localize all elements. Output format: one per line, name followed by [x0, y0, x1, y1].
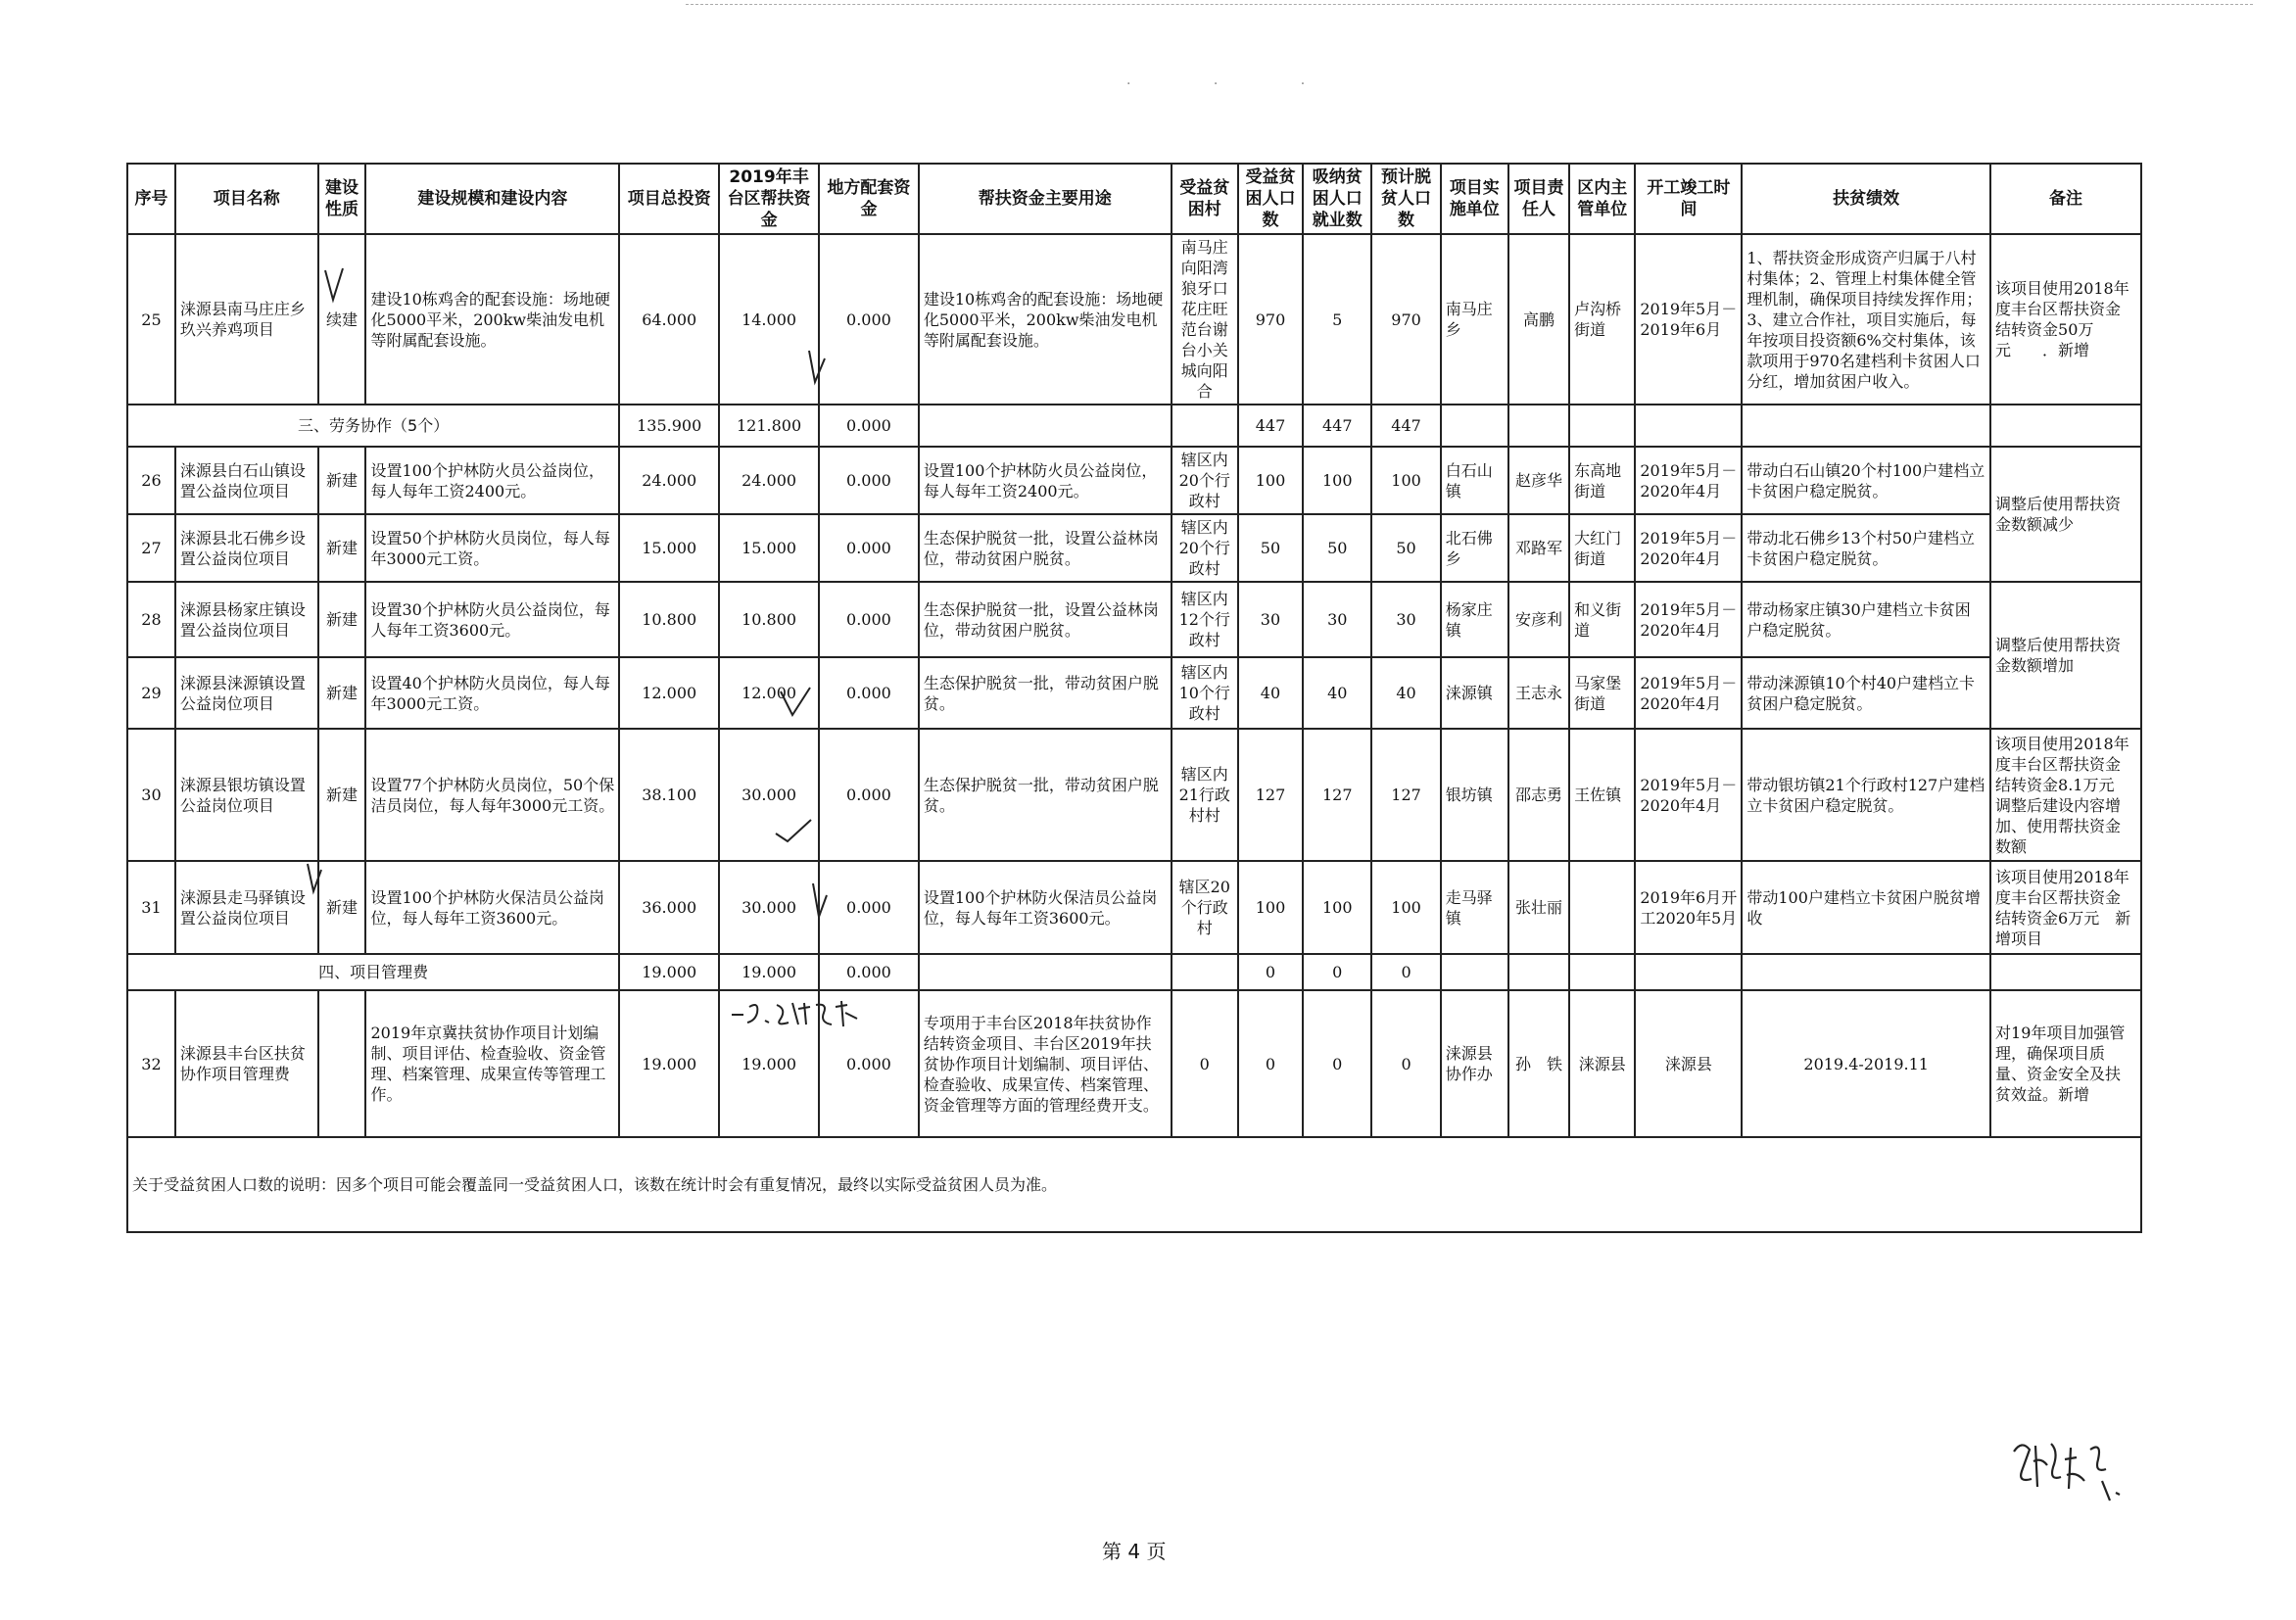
- cell-fund: 24.000: [719, 447, 819, 514]
- cell-seq: 26: [127, 447, 175, 514]
- table-row: [127, 582, 2141, 657]
- cell-district: 东高地街道: [1569, 447, 1635, 514]
- cell-remark: 该项目使用2018年度丰台区帮扶资金结转资金50万元 ．新增: [1990, 234, 2141, 405]
- section-row: [127, 954, 2141, 990]
- cell-unit: 走马驿镇: [1441, 861, 1508, 954]
- cell-nature: 新建: [318, 582, 366, 657]
- cell-usage: 生态保护脱贫一批，设置公益林岗位，带动贫困户脱贫。: [919, 582, 1172, 657]
- cell-unit: 杨家庄镇: [1441, 582, 1508, 657]
- note-row: [127, 1137, 2141, 1232]
- cell-local: 0.000: [819, 657, 919, 729]
- cell-person: 王志永: [1508, 657, 1569, 729]
- cell-fund: 14.000: [719, 234, 819, 405]
- section-label: 四、项目管理费: [127, 954, 619, 990]
- cell-usage: 设置100个护林防火保洁员公益岗位，每人每年工资3600元。: [919, 861, 1172, 954]
- cell-total: 19.000: [619, 990, 719, 1137]
- cell-total: 38.100: [619, 729, 719, 861]
- cell-benefit: 50: [1238, 514, 1303, 582]
- cell-village: 辖区内10个行政村: [1172, 657, 1238, 729]
- cell-person: 邵志勇: [1508, 729, 1569, 861]
- cell-content: 设置30个护林防火员公益岗位，每人每年工资3600元。: [365, 582, 619, 657]
- header-total: 项目总投资: [619, 164, 719, 234]
- cell-nature: [318, 990, 366, 1137]
- header-local: 地方配套资金: [819, 164, 919, 234]
- cell-effect: 1、帮扶资金形成资产归属于八村村集体；2、管理上村集体健全管理机制，确保项目持续发挥作用；3、建立合作社，项目实施后，每年按项目投资额6%交村集体，该款项用于970名建档利卡贫困人口分红，增加贫困户收入。: [1742, 234, 1990, 405]
- cell-local: 0.000: [819, 234, 919, 405]
- cell-employ: 50: [1303, 514, 1371, 582]
- cell-remark: 该项目使用2018年度丰台区帮扶资金结转资金6万元 新增项目: [1990, 861, 2141, 954]
- cell-total: 24.000: [619, 447, 719, 514]
- cell-nature: 新建: [318, 729, 366, 861]
- cell-time: 涞源县: [1635, 990, 1742, 1137]
- cell-time: 2019年5月－2020年4月: [1635, 657, 1742, 729]
- cell-time: 2019年5月－2020年4月: [1635, 447, 1742, 514]
- cell-fund: 12.000: [719, 657, 819, 729]
- header-time: 开工竣工时间: [1635, 164, 1742, 234]
- header-district: 区内主管单位: [1569, 164, 1635, 234]
- cell-time: 2019年5月－2020年4月: [1635, 582, 1742, 657]
- cell-outpov: 970: [1371, 234, 1440, 405]
- cell-fund: 19.000: [719, 954, 819, 990]
- cell-total: 36.000: [619, 861, 719, 954]
- cell-benefit: 0: [1238, 990, 1303, 1137]
- cell-effect: 带动涞源镇10个村40户建档立卡贫困户稳定脱贫。: [1742, 657, 1990, 729]
- cell-usage: 专项用于丰台区2018年扶贫协作结转资金项目、丰台区2019年扶贫协作项目计划编制、项目评估、检查验收、成果宣传、档案管理、资金管理等方面的管理经费开支。: [919, 990, 1172, 1137]
- header-seq: 序号: [127, 164, 175, 234]
- cell-unit: 涞源镇: [1441, 657, 1508, 729]
- cell-outpov: 30: [1371, 582, 1440, 657]
- cell-employ: 30: [1303, 582, 1371, 657]
- cell-effect: [1742, 405, 1990, 447]
- header-benefit: 受益贫困人口数: [1238, 164, 1303, 234]
- check-mark-icon: [774, 818, 813, 843]
- header-name: 项目名称: [175, 164, 318, 234]
- cell-total: 64.000: [619, 234, 719, 405]
- cell-village: 南马庄向阳湾狼牙口花庄旺范台谢台小关城向阳合: [1172, 234, 1238, 405]
- cell-local: 0.000: [819, 405, 919, 447]
- cell-usage: [919, 405, 1172, 447]
- cell-name: 涞源县北石佛乡设置公益岗位项目: [175, 514, 318, 582]
- cell-district: 王佐镇: [1569, 729, 1635, 861]
- cell-usage: 设置100个护林防火员公益岗位，每人每年工资2400元。: [919, 447, 1172, 514]
- cell-effect: 带动北石佛乡13个村50户建档立卡贫困户稳定脱贫。: [1742, 514, 1990, 582]
- table-row: [127, 657, 2141, 729]
- cell-effect: 带动银坊镇21个行政村127户建档立卡贫困户稳定脱贫。: [1742, 729, 1990, 861]
- cell-remark: [1990, 954, 2141, 990]
- cell-nature: 续建: [318, 234, 366, 405]
- cell-fund: 121.800: [719, 405, 819, 447]
- page-number: 第 4 页: [1102, 1540, 1167, 1563]
- cell-remark: 该项目使用2018年度丰台区帮扶资金结转资金8.1万元 调整后建设内容增加、使用帮扶资金数额: [1990, 729, 2141, 861]
- cell-benefit: 100: [1238, 861, 1303, 954]
- cell-village: 辖区内20个行政村: [1172, 514, 1238, 582]
- table-row: [127, 990, 2141, 1137]
- cell-district: [1569, 405, 1635, 447]
- cell-effect: 2019.4-2019.11: [1742, 990, 1990, 1137]
- cell-village: 辖区内20个行政村: [1172, 447, 1238, 514]
- cell-seq: 27: [127, 514, 175, 582]
- cell-unit: 涞源县协作办: [1441, 990, 1508, 1137]
- cell-time: 2019年5月－2020年4月: [1635, 729, 1742, 861]
- cell-time: 2019年5月－2020年4月: [1635, 514, 1742, 582]
- cell-effect: 带动白石山镇20个村100户建档立卡贫困户稳定脱贫。: [1742, 447, 1990, 514]
- cell-name: 涞源县杨家庄镇设置公益岗位项目: [175, 582, 318, 657]
- cell-outpov: 40: [1371, 657, 1440, 729]
- cell-unit: 北石佛乡: [1441, 514, 1508, 582]
- cell-time: [1635, 954, 1742, 990]
- cell-usage: 生态保护脱贫一批，带动贫困户脱贫。: [919, 657, 1172, 729]
- header-employ: 吸纳贫困人口就业数: [1303, 164, 1371, 234]
- cell-content: 设置100个护林防火员公益岗位，每人每年工资2400元。: [365, 447, 619, 514]
- cell-name: 涞源县丰台区扶贫协作项目管理费: [175, 990, 318, 1137]
- cell-unit: 银坊镇: [1441, 729, 1508, 861]
- header-village: 受益贫困村: [1172, 164, 1238, 234]
- cell-employ: 100: [1303, 861, 1371, 954]
- cell-employ: 100: [1303, 447, 1371, 514]
- cell-name: 涞源县白石山镇设置公益岗位项目: [175, 447, 318, 514]
- cell-village: 0: [1172, 990, 1238, 1137]
- cell-village: [1172, 405, 1238, 447]
- cell-nature: 新建: [318, 447, 366, 514]
- cell-person: 安彦利: [1508, 582, 1569, 657]
- cell-person: 高鹏: [1508, 234, 1569, 405]
- cell-village: 辖区内12个行政村: [1172, 582, 1238, 657]
- cell-person: 张壮丽: [1508, 861, 1569, 954]
- cell-benefit: 0: [1238, 954, 1303, 990]
- cell-person: 孙 铁: [1508, 990, 1569, 1137]
- cell-outpov: 127: [1371, 729, 1440, 861]
- header-content: 建设规模和建设内容: [365, 164, 619, 234]
- cell-employ: 447: [1303, 405, 1371, 447]
- cell-benefit: 100: [1238, 447, 1303, 514]
- cell-effect: 带动杨家庄镇30户建档立卡贫困户稳定脱贫。: [1742, 582, 1990, 657]
- cell-local: 0.000: [819, 582, 919, 657]
- header-usage: 帮扶资金主要用途: [919, 164, 1172, 234]
- cell-effect: [1742, 954, 1990, 990]
- cell-total: 15.000: [619, 514, 719, 582]
- cell-remark: 调整后使用帮扶资金数额减少: [1990, 447, 2141, 582]
- cell-district: 卢沟桥街道: [1569, 234, 1635, 405]
- header-nature: 建设性质: [318, 164, 366, 234]
- handwritten-note-icon: [730, 999, 862, 1028]
- cell-district: 涞源县: [1569, 990, 1635, 1137]
- cell-total: 19.000: [619, 954, 719, 990]
- cell-content: 设置40个护林防火员岗位，每人每年3000元工资。: [365, 657, 619, 729]
- cell-nature: 新建: [318, 861, 366, 954]
- check-mark-icon: [779, 686, 812, 721]
- table-row: [127, 447, 2141, 514]
- header-fund: 2019年丰台区帮扶资金: [719, 164, 819, 234]
- scan-edge-line: [686, 4, 2253, 5]
- table-row: [127, 729, 2141, 861]
- cell-fund: 19.000: [719, 990, 819, 1137]
- cell-fund: 15.000: [719, 514, 819, 582]
- check-mark-icon: [321, 266, 347, 306]
- project-table: [126, 163, 2142, 1233]
- cell-benefit: 30: [1238, 582, 1303, 657]
- cell-village: [1172, 954, 1238, 990]
- header-unit: 项目实施单位: [1441, 164, 1508, 234]
- cell-unit: [1441, 405, 1508, 447]
- scan-marks: · · ·: [1126, 76, 1345, 92]
- cell-fund: 30.000: [719, 729, 819, 861]
- cell-district: [1569, 954, 1635, 990]
- cell-local: 0.000: [819, 954, 919, 990]
- cell-time: 2019年5月－2019年6月: [1635, 234, 1742, 405]
- table-row: [127, 514, 2141, 582]
- cell-unit: [1441, 954, 1508, 990]
- cell-content: 设置77个护林防火员岗位，50个保洁员岗位，每人每年3000元工资。: [365, 729, 619, 861]
- cell-content: 设置100个护林防火保洁员公益岗位，每人每年工资3600元。: [365, 861, 619, 954]
- cell-seq: 32: [127, 990, 175, 1137]
- cell-remark: 调整后使用帮扶资金数额增加: [1990, 582, 2141, 729]
- cell-usage: 建设10栋鸡舍的配套设施：场地硬化5000平米，200kw柴油发电机等附属配套设施。: [919, 234, 1172, 405]
- cell-employ: 127: [1303, 729, 1371, 861]
- cell-name: 涞源县南马庄庄乡玖兴养鸡项目: [175, 234, 318, 405]
- section-label: 三、劳务协作（5个）: [127, 405, 619, 447]
- cell-person: [1508, 954, 1569, 990]
- cell-person: [1508, 405, 1569, 447]
- cell-district: [1569, 861, 1635, 954]
- cell-time: 2019年6月开工2020年5月: [1635, 861, 1742, 954]
- cell-total: 135.900: [619, 405, 719, 447]
- cell-name: 涞源县走马驿镇设置公益岗位项目: [175, 861, 318, 954]
- check-mark-icon: [805, 349, 829, 388]
- cell-usage: 生态保护脱贫一批，设置公益林岗位，带动贫困户脱贫。: [919, 514, 1172, 582]
- cell-outpov: 100: [1371, 447, 1440, 514]
- cell-benefit: 40: [1238, 657, 1303, 729]
- cell-unit: 白石山镇: [1441, 447, 1508, 514]
- cell-nature: 新建: [318, 657, 366, 729]
- cell-name: 涞源县涞源镇设置公益岗位项目: [175, 657, 318, 729]
- cell-outpov: 100: [1371, 861, 1440, 954]
- cell-name: 涞源县银坊镇设置公益岗位项目: [175, 729, 318, 861]
- cell-local: 0.000: [819, 990, 919, 1137]
- cell-fund: 10.800: [719, 582, 819, 657]
- cell-seq: 25: [127, 234, 175, 405]
- cell-content: 设置50个护林防火员岗位，每人每年3000元工资。: [365, 514, 619, 582]
- cell-content: 建设10栋鸡舍的配套设施：场地硬化5000平米，200kw柴油发电机等附属配套设施。: [365, 234, 619, 405]
- cell-outpov: 50: [1371, 514, 1440, 582]
- cell-local: 0.000: [819, 729, 919, 861]
- cell-village: 辖区内21行政村村: [1172, 729, 1238, 861]
- cell-district: 和义街道: [1569, 582, 1635, 657]
- cell-district: 马家堡街道: [1569, 657, 1635, 729]
- cell-seq: 29: [127, 657, 175, 729]
- cell-district: 大红门街道: [1569, 514, 1635, 582]
- cell-remark: 对19年项目加强管理，确保项目质量、资金安全及扶贫效益。新增: [1990, 990, 2141, 1137]
- footnote: 关于受益贫困人口数的说明：因多个项目可能会覆盖同一受益贫困人口，该数在统计时会有重复情况，最终以实际受益贫困人员为准。: [127, 1137, 2141, 1232]
- cell-total: 12.000: [619, 657, 719, 729]
- cell-local: 0.000: [819, 447, 919, 514]
- section-row: [127, 405, 2141, 447]
- table-row: [127, 234, 2141, 405]
- cell-employ: 0: [1303, 990, 1371, 1137]
- cell-benefit: 127: [1238, 729, 1303, 861]
- cell-local: 0.000: [819, 514, 919, 582]
- cell-remark: [1990, 405, 2141, 447]
- cell-outpov: 0: [1371, 990, 1440, 1137]
- header-person: 项目责任人: [1508, 164, 1569, 234]
- cell-local: 0.000: [819, 861, 919, 954]
- header-remark: 备注: [1990, 164, 2141, 234]
- cell-effect: 带动100户建档立卡贫困户脱贫增收: [1742, 861, 1990, 954]
- cell-time: [1635, 405, 1742, 447]
- signature-icon: [2008, 1432, 2135, 1505]
- cell-total: 10.800: [619, 582, 719, 657]
- cell-outpov: 447: [1371, 405, 1440, 447]
- cell-seq: 28: [127, 582, 175, 657]
- cell-employ: 5: [1303, 234, 1371, 405]
- cell-fund: 30.000: [719, 861, 819, 954]
- cell-unit: 南马庄乡: [1441, 234, 1508, 405]
- cell-content: 2019年京冀扶贫协作项目计划编制、项目评估、检查验收、资金管理、档案管理、成果宣传等管理工作。: [365, 990, 619, 1137]
- cell-usage: [919, 954, 1172, 990]
- cell-person: 赵彦华: [1508, 447, 1569, 514]
- header-outpov: 预计脱贫人口数: [1371, 164, 1440, 234]
- header-row: [127, 164, 2141, 234]
- cell-village: 辖区20个行政村: [1172, 861, 1238, 954]
- cell-person: 邓路军: [1508, 514, 1569, 582]
- check-mark-icon: [809, 881, 831, 921]
- cell-outpov: 0: [1371, 954, 1440, 990]
- check-mark-icon: [304, 862, 325, 895]
- cell-seq: 30: [127, 729, 175, 861]
- table-row: [127, 861, 2141, 954]
- cell-employ: 0: [1303, 954, 1371, 990]
- cell-employ: 40: [1303, 657, 1371, 729]
- cell-seq: 31: [127, 861, 175, 954]
- header-effect: 扶贫绩效: [1742, 164, 1990, 234]
- cell-nature: 新建: [318, 514, 366, 582]
- cell-usage: 生态保护脱贫一批，带动贫困户脱贫。: [919, 729, 1172, 861]
- cell-benefit: 970: [1238, 234, 1303, 405]
- cell-benefit: 447: [1238, 405, 1303, 447]
